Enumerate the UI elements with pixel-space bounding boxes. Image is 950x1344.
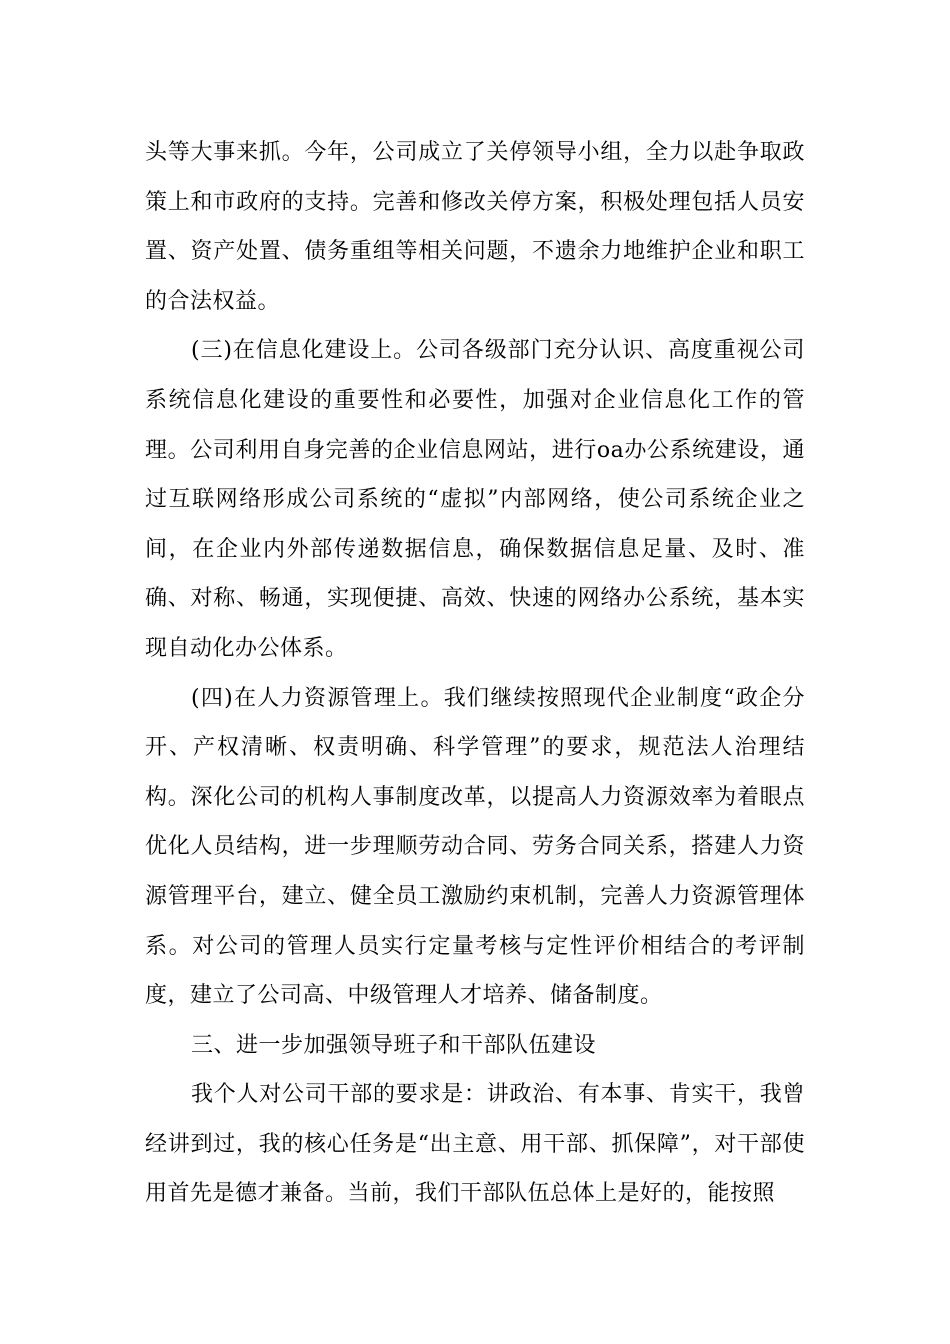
paragraph-cadre-requirements: 我个人对公司干部的要求是：讲政治、有本事、肯实干，我曾经讲到过，我的核心任务是“出主意、用干部、抓保障”，对干部使用首先是德才兼备。当前，我们干部队伍总体上是好的，能按照 xyxy=(145,1082,805,1207)
paragraph-closure-continuation: 头等大事来抓。今年，公司成立了关停领导小组，全力以赴争取政策上和市政府的支持。完善和修改关停方案，积极处理包括人员安置、资产处置、债务重组等相关问题，不遗余力地维护企业和职工的合法权益。 xyxy=(145,140,805,314)
section-heading-leadership: 三、进一步加强领导班子和干部队伍建设 xyxy=(191,1032,597,1058)
paragraph-human-resources: (四)在人力资源管理上。我们继续按照现代企业制度“政企分开、产权清晰、权责明确、科学管理”的要求，规范法人治理结构。深化公司的机构人事制度改革，以提高人力资源效率为着眼点优化人员结构，进一步理顺劳动合同、劳务合同关系，搭建人力资源管理平台，建立、健全员工激励约束机制，完善人力资源管理体系。对公司的管理人员实行定量考核与定性评价相结合的考评制度，建立了公司高、中级管理人才培养、储备制度。 xyxy=(145,685,805,1009)
document-body xyxy=(145,128,805,1219)
paragraph-informatization: (三)在信息化建设上。公司各级部门充分认识、高度重视公司系统信息化建设的重要性和必要性，加强对企业信息化工作的管理。公司利用自身完善的企业信息网站，进行oa办公系统建设，通过互联网络形成公司系统的“虚拟”内部网络，使公司系统企业之间，在企业内外部传递数据信息，确保数据信息足量、及时、准确、对称、畅通，实现便捷、高效、快速的网络办公系统，基本实现自动化办公体系。 xyxy=(145,338,805,661)
